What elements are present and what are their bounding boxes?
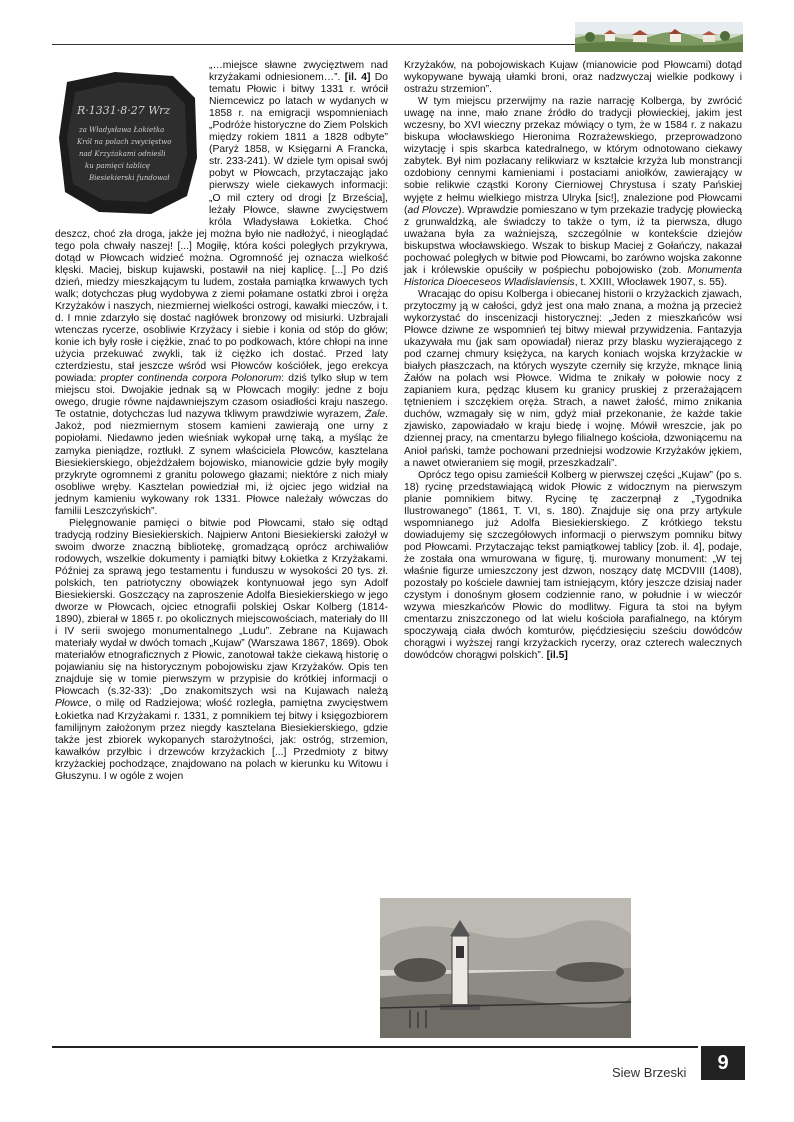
text-run: Pielęgnowanie pamięci o bitwie pod Płowcami, stało się odtąd tradycją rodziny Biesiekierskich. Najpierw Antoni Biesiekierski założył w swoim dworze znaczną bibliotekę, gromadzącą oprócz archiwaliów rodowych, wszelkie dokumenty i pamiątki bitwy Łokietka z Krzyżakami. Później za sprawą jego testamentu i funduszu w wysokości 20 tys. zł. polskich, ten patriotyczny obowiązek kontynuował jego syn Adolf Biesiekierski. Goszczący na zaproszenie Adolfa Biesiekierskiego w jego dworze w Płowcach, ojciec etnografii polskiej Oskar Kolberg (1814-1890), zbierał w 1865 r. po okolicznych miejscowościach, materiały do III i IV serii swojego monumentalnego „Ludu”. Zebrane na Kujawach materiały wydał w dwóch tomach „Kujaw” (Warszawa 1867, 1869). Obok materiałów etnograficznych z Płowic, zanotował także ciekawą historię o pojawianiu się na historycznym pobojowisku zjaw Krzyżaków. Opis ten znajduje się w tomie pierwszym w przypisie do krótkiej informacji o Płowcach (s.32-33): „Do znakomitszych wsi na Kujawach należą (55, 517, 388, 698)
text-run: : dziś tylko słup w tem miejscu stoi. Dwojakie jednak są w Płowcach mogiły: jedne z boju owego, drugie równe najdawniejszym czasom osiadłości kraju naszego. Te ostatnie, dotychczas lud nazywa tkliwym prawdziwie wyrazem, (55, 373, 389, 421)
italic-term: Żale (365, 409, 386, 421)
plaque-line-1: R·1331·8·27 Wrz (77, 104, 171, 117)
text-run: , t. XXIII, Włocławek 1907, s. 55). (574, 276, 728, 288)
plaque-line-2: za Władysława Łokietka (79, 126, 165, 134)
paragraph-apparitions: Wracając do opisu Kolberga i obiecanej historii o krzyżackich zjawach, przytoczmy ją w całości, gdyż jest ona mało znana, a można ją przecież wykorzystać do inscenizacji historycznej: „Jeden z mieszkańców wsi Płowce dziwne ze wspomnień tej bitwy miewał przywidzenia. Fantazyja ukazywała mu (jak sam opowiadał) nieraz przy blasku wyzierającego z pod czarnej chmury księżyca, na karych koniach wojska krzyżackie w białych płaszczach, na których wyszyte czerniły się krzyże, mknące linią Żałów na polach wsi Płowce. Widma te znikały w połowie nocy z zapianiem kura, pędząc kłusem ku granicy pruskiej z przerażającem tętnieniem i szczękiem oręża. Strach, a nawet żałość, mimo znikania duchów, wzmagały się w nim, gdyż miał przekonanie, że każde takie zjawisko, zapowiadało w kraju biedę i wojnę. Mówił wreszcie, jak po dziennej pracy, na cmentarzu byłego filialnego kościoła, dzwoniącemu na Anioł pański, tamże pochowani przedniejsi wodzowie Krzyżaków jękiem, a nawet otwieraniem się mogił, przeszkadzali”. (404, 288, 742, 469)
monument-engraving-image (380, 898, 631, 1038)
header-village-image (575, 22, 743, 52)
magazine-name: Siew Brzeski (612, 1065, 687, 1080)
paragraph-biesiekierski (55, 518, 388, 783)
latin-quote: propter continenda corpora Polonorum (100, 373, 282, 385)
italic-term: Płowce (55, 698, 89, 710)
text-run: Oprócz tego opisu zamieścił Kolberg w pierwszej części „Kujaw” (po s. 18) rycinę przedstawiającą widok Płowic z widocznym na pierwszym planie pomnikiem bitwy. Rycinę tę zaczerpnął z „Tygodnika Ilustrowanego” (1861, T. VI, s. 180). Znajduje się ona przy artykule wspomnianego już Adolfa Biesiekierskiego. Z krótkiego tekstu dowiadujemy się szczegółowych informacji o pierwszym pomniku bitwy pod Płowcami. Przytaczając tekst pamiątkowej tablicy [zob. il. 4], podaje, że została ona wmurowana w figurę, tj. murowany monument: „W tej właśnie figurze umieszczony jest dzwon, noszący datę MCDVIII (1408), pozostały po kościele dawniej tam istniejącym, który jeszcze dzisiaj nader czystym i donośnym głosem codziennie rano, w południe i w wieczór wzywa mieszkańców Płowic do modlitwy. Figura ta stoi na byłym cmentarzu zniszczonego od lat wielu kościoła parafialnego, na którym spoczywają ciała dwóch komturów, pięćdziesięciu sześciu dowódców chorągwi i wyższej rangi krzyżackich rycerzy, oraz czterech walecznych dowódców chorągwi polskich”. (404, 469, 742, 662)
paragraph-reliquary (404, 96, 742, 289)
paragraph-continuation: Krzyżaków, na pobojowiskach Kujaw (mianowicie pod Płowcami) dotąd wykopywane bywają ułamki broni, oraz nadzwyczaj wielkie podkowy i ostrażu strzemion”. (404, 60, 742, 96)
plaque-line-5: ku pamięci tablicę (85, 162, 151, 170)
illustration-ref: [il.5] (546, 650, 568, 662)
paragraph-engraving (404, 470, 742, 663)
footer-rule (52, 1046, 698, 1048)
text-run: ). Wprawdzie pomieszano w tym przekazie tradycję płowiecką z grunwaldzką, ale świadczy to także o tym, iż ta pierwsza, długo uważana była za ważniejszą, szczególnie w kontekście dziejów biskupstwa włocławskiego. Wszak to biskup Maciej z Gołańczy, nakazał pochować poległych w bitwie pod Płowcami, bo zarówno wojska zakonne jak i królewskie opuściły w pośpiechu pobojowisko (zob. (404, 204, 742, 276)
italic-term: ad Plovcze (407, 204, 459, 216)
plaque-line-4: nad Krzyżakami odnieśli (79, 150, 166, 158)
text-run: „…miejsce sławne zwycięztwem nad krzyżakami odniesionem…”. (209, 60, 388, 84)
page-number: 9 (701, 1046, 745, 1080)
text-run: , o milę od Radziejowa; włość rozległa, pamiętna zwycięstwem Łokietka nad Krzyżakami r. 1331, z pomnikiem tej bitwy i księgozbiorem familijnym założonym przez niegdy kasztelana Biesiekierskiego, gdzie także jest zbiorek wykopanych starożytności, jak: ostróg, strzemion, kawałków przyłbic i drzewców krzyżackich [...] Przedmioty z bitwy krzyżackiej pochodzące, znajdowano na polach w kierunku ku Witowu i Głuszynu. I w ogóle z wojen (55, 698, 388, 782)
plaque-line-6: Biesiekierski fundował (89, 174, 170, 182)
text-run: . Jakoż, pod niezmiernym stosem kamieni zawierają one urny z popiołami. Niedawno jeden wieśniak wykopał urnę taką, a myśląc że zamyka pieniądze, roztłukł. Z synem właściciela Płowców, kasztelana Biesiekierskiego, objeżdżałem bojowisko, mianowicie gdzie były mogiły przykryte ogromnemi z granitu polowego głazami; niektóre z nich miały osobliwe wręby. Kasztelan powiedział mi, iż ojciec jego widział na jednym kamieniu wykowany rok 1331. Płowce należały wówczas do familii Leszczyńskich”. (55, 409, 388, 517)
illustration-ref: [il. 4] (344, 72, 371, 84)
italic-title: Monumenta Historica Dioeceseos Wladislaviensis (404, 264, 742, 288)
text-column-right (404, 60, 742, 662)
text-run: W tym miejscu przerwijmy na razie narrację Kolberga, by zwrócić uwagę na inne, mało znane źródło do tradycji płowieckiej, jakim jest wczesny, bo XVI wieczny przekaz mówiący o tym, że w 1584 r. z nakazu biskupa włocławskiego Hieronima Rozrażewskiego, przeprowadzono wizytację i spis skarbca katedralnego, w którym odnotowano ciekawy zabytek. Był nim pozłacany relikwiarz w kształcie krzyża lub monstrancji ozdobiony cennymi kamieniami i postaciami aniołków, zawierający w sobie relikwie cząstki Korony Cierniowej Chrystusa i szaty Pańskiej wyjęte z hełmu wielkiego mistrza Ulryka [sic!], znalezione pod Płowcami ( (404, 96, 742, 216)
memorial-plaque-photo (55, 68, 201, 218)
plaque-line-3: Król na polach zwycięstwo (77, 138, 172, 146)
text-column-left (55, 60, 388, 783)
text-run: Do tematu Płowic i bitwy 1331 r. wrócił Niemcewicz po latach w wydanych w 1858 r. na emigracji wspomnieniach „Podróże historyczne do Ziem Polskich między rokiem 1811 a 1828 odbyte” (Paryż 1858, w Księgarni A Francka, str. 233-241). W dziele tym opisał swój pobyt w Płowcach, przytaczając jako pierwszy wiele ciekawych informacji: „O mil cztery od drogi [z Brześcia], leżały Płowce, sławne zwycięstwem króla Władysława Łokietka. Choć deszcz, choć zła droga, jakże jej można było nie nadłożyć, i nieoglądać tego pola chwały naszej! [...] Mogiłę, która kości poległych przykrywa, dotąd w Płowcach widzieć można. Ogromność jej oznacza wielkość klęski. Maciej, biskup kujawski, postawił na niej kaplicę. [...] Po dziś dzień, miedzy mieszkającym tu ludem, została pamiątka krwawych tych walk; dotychczas pług wydobywa z ziemi połamane ostatki zbroi i oręża Krzyżaków i naszych, niezmiernej wielkości ostrogi, kawałki mieczów, i t. d. I mnie zdarzyło się dostać nagłówek bronzowy od misiurki. Uzbrajali wtenczas rycerze, osobliwie Krzyżacy i siebie i konia od stóp do głów; konie ich były rosłe i ciężkie, znać to po podkowach, które chłopi na inne użycia przekuwać zwykli, tak iż ciężko ich dostać. Przed laty czterdziestu, stał jeszcze wśród wsi Płowców kościółek, jego erekcya powiada: (55, 72, 388, 385)
